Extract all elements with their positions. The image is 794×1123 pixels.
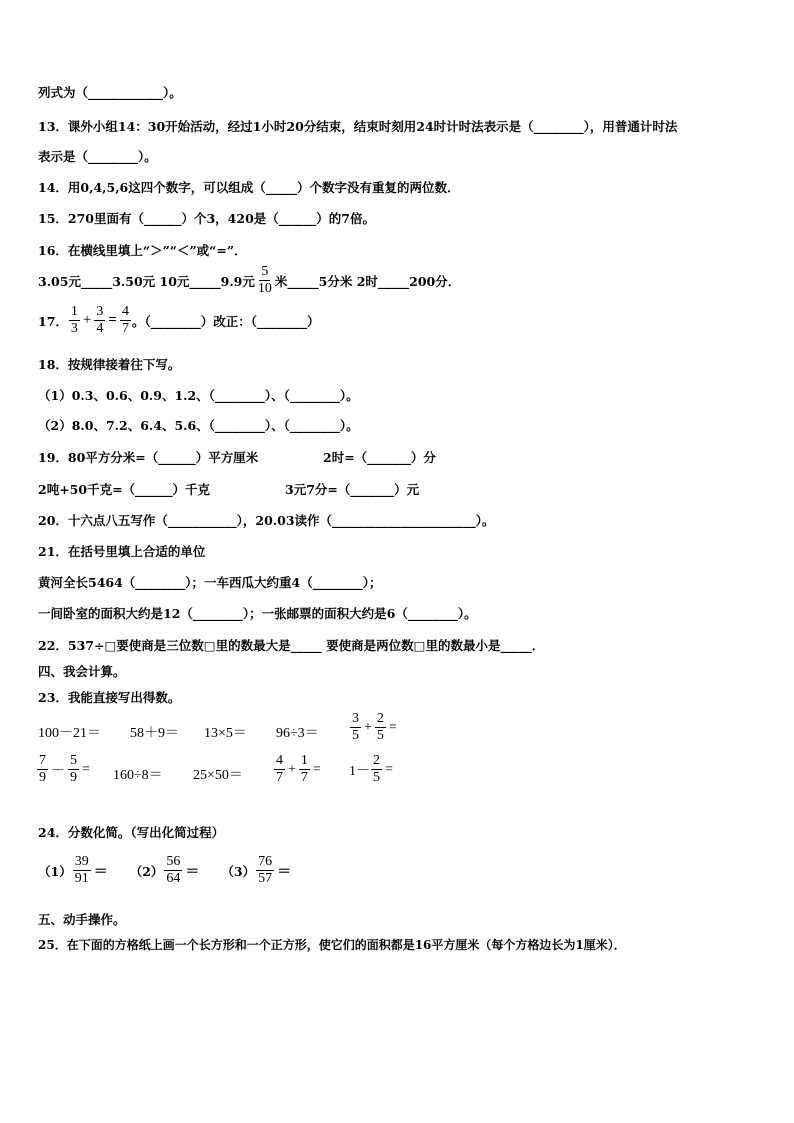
calc-7: 160÷8＝ bbox=[113, 768, 163, 783]
minuend: 1－ bbox=[349, 763, 370, 779]
fraction bbox=[68, 754, 79, 785]
q21: 21．在括号里填上合适的单位 bbox=[38, 544, 206, 559]
calc-4: 96÷3＝ bbox=[276, 726, 319, 741]
q16-part2: 米_____5分米 2时_____200分． bbox=[274, 273, 461, 289]
equals-sign: ＝ bbox=[185, 864, 200, 880]
q16: 16．在横线里填上“＞”“＜”或“=”． bbox=[38, 243, 247, 258]
fraction bbox=[371, 754, 382, 785]
calc-8: 25×50＝ bbox=[193, 768, 243, 783]
q17 bbox=[38, 305, 319, 336]
fraction-denominator: 9 bbox=[70, 770, 77, 785]
q23: 23．我能直接写出得数。 bbox=[38, 690, 181, 705]
q13-line1: 13．课外小组14：30开始活动，经过1小时20分结束，结束时刻用24时计时法表示是（________），用普通计时法 bbox=[38, 119, 678, 134]
fraction-denominator: 7 bbox=[121, 321, 129, 336]
q24-label-1: （1） bbox=[38, 863, 72, 879]
q16-part1: 3.05元_____3.50元 10元_____9.9元 bbox=[38, 273, 255, 289]
calc-5 bbox=[349, 712, 399, 743]
plus-sign: + bbox=[364, 719, 372, 735]
q20: 20．十六点八五写作（___________），20.03读作（_______________________）。 bbox=[38, 513, 495, 528]
fraction-denominator: 5 bbox=[352, 728, 359, 743]
q13-line2: 表示是（________）。 bbox=[38, 149, 157, 164]
section-5-heading: 五、动手操作。 bbox=[38, 912, 126, 927]
fraction-numerator: 1 bbox=[70, 304, 78, 319]
q21-line2: 一间卧室的面积大约是12（________）；一张邮票的面积大约是6（________）。 bbox=[38, 606, 477, 621]
q18-part2: （2）8.0、7.2、6.4、5.6、（________）、（________）。 bbox=[38, 418, 359, 433]
equals-sign: ＝ bbox=[277, 864, 292, 880]
q17-frac-a bbox=[69, 305, 80, 336]
q14: 14．用0,4,5,6这四个数字，可以组成（_____）个数字没有重复的两位数． bbox=[38, 180, 460, 195]
calc-6 bbox=[36, 754, 92, 785]
q17-frac-c bbox=[120, 305, 131, 336]
q22: 22．537÷□要使商是三位数□里的数最大是_____ 要使商是两位数□里的数最小是_____． bbox=[38, 638, 545, 653]
q17-tail: 。（________）改正：（________） bbox=[131, 313, 320, 329]
fraction-numerator: 2 bbox=[376, 711, 384, 726]
q17-number: 17． bbox=[38, 313, 68, 329]
q24-label-3: （3） bbox=[221, 863, 256, 879]
fraction-numerator: 3 bbox=[96, 304, 104, 319]
equals-sign: = bbox=[312, 761, 321, 777]
q25: 25．在下面的方格纸上画一个长方形和一个正方形，使它们的面积都是16平方厘米（每个方格边长为1厘米）． bbox=[38, 938, 626, 952]
fraction-numerator: 4 bbox=[276, 753, 283, 768]
fraction-numerator: 4 bbox=[121, 304, 129, 319]
fraction-denominator: 7 bbox=[300, 770, 308, 785]
q18: 18．按规律接着往下写。 bbox=[38, 357, 181, 372]
q17-frac-b bbox=[94, 305, 105, 336]
fraction-denominator: 57 bbox=[258, 871, 273, 886]
fraction bbox=[164, 855, 182, 886]
equals-sign: = bbox=[108, 312, 117, 328]
equals-sign: = bbox=[388, 719, 397, 735]
minus-sign: － bbox=[51, 763, 65, 779]
fraction-numerator: 39 bbox=[74, 854, 89, 869]
calc-9 bbox=[273, 754, 323, 785]
calc-3: 13×5＝ bbox=[204, 726, 247, 741]
fraction bbox=[37, 754, 48, 785]
calc-1: 100－21＝ bbox=[38, 726, 101, 741]
q12-answer-line: 列式为（____________）。 bbox=[38, 85, 182, 100]
equals-sign: ＝ bbox=[93, 864, 108, 880]
fraction-numerator: 5 bbox=[70, 753, 77, 768]
q19-c: 2吨+50千克=（______）千克 bbox=[38, 482, 211, 497]
fraction-denominator: 9 bbox=[39, 770, 46, 785]
calc-2: 58＋9＝ bbox=[130, 726, 179, 741]
fraction-numerator: 2 bbox=[373, 753, 380, 768]
q18-part1: （1）0.3、0.6、0.9、1.2、（________）、（________）。 bbox=[38, 388, 359, 403]
plus-sign: + bbox=[82, 312, 92, 328]
q24-items bbox=[38, 855, 293, 886]
fraction bbox=[274, 754, 285, 785]
fraction-numerator: 7 bbox=[39, 753, 46, 768]
fraction-denominator: 64 bbox=[166, 871, 181, 886]
fraction-denominator: 4 bbox=[96, 321, 104, 336]
section-4-heading: 四、我会计算。 bbox=[38, 664, 126, 679]
fraction-numerator: 76 bbox=[258, 854, 273, 869]
fraction-numerator: 1 bbox=[300, 753, 308, 768]
equals-sign: = bbox=[385, 761, 393, 777]
plus-sign: + bbox=[288, 761, 296, 777]
equals-sign: = bbox=[82, 761, 90, 777]
fraction-denominator: 5 bbox=[376, 728, 384, 743]
fraction-denominator: 3 bbox=[70, 321, 78, 336]
q19-a: 19．80平方分米=（______）平方厘米 bbox=[38, 450, 259, 465]
q24-label-2: （2） bbox=[129, 863, 164, 879]
q16-fraction bbox=[256, 265, 274, 296]
q21-line1: 黄河全长5464（________）；一车西瓜大约重4（________）； bbox=[38, 575, 382, 590]
fraction bbox=[375, 712, 386, 743]
q19-b: 2时=（_______）分 bbox=[323, 450, 436, 465]
fraction-denominator: 10 bbox=[257, 281, 272, 296]
fraction-numerator: 3 bbox=[352, 711, 359, 726]
fraction-numerator: 5 bbox=[261, 264, 269, 279]
q15: 15．270里面有（______）个3，420是（______）的7倍。 bbox=[38, 211, 375, 226]
fraction-denominator: 91 bbox=[74, 871, 89, 886]
q24: 24．分数化简。（写出化简过程） bbox=[38, 825, 225, 840]
fraction bbox=[299, 754, 310, 785]
q16-comparisons bbox=[38, 265, 460, 296]
q19-d: 3元7分=（_______）元 bbox=[285, 482, 420, 497]
fraction-denominator: 7 bbox=[276, 770, 283, 785]
fraction-numerator: 56 bbox=[166, 854, 181, 869]
calc-10 bbox=[349, 754, 395, 785]
fraction bbox=[256, 855, 274, 886]
fraction bbox=[350, 712, 361, 743]
fraction bbox=[73, 855, 91, 886]
fraction-denominator: 5 bbox=[373, 770, 380, 785]
